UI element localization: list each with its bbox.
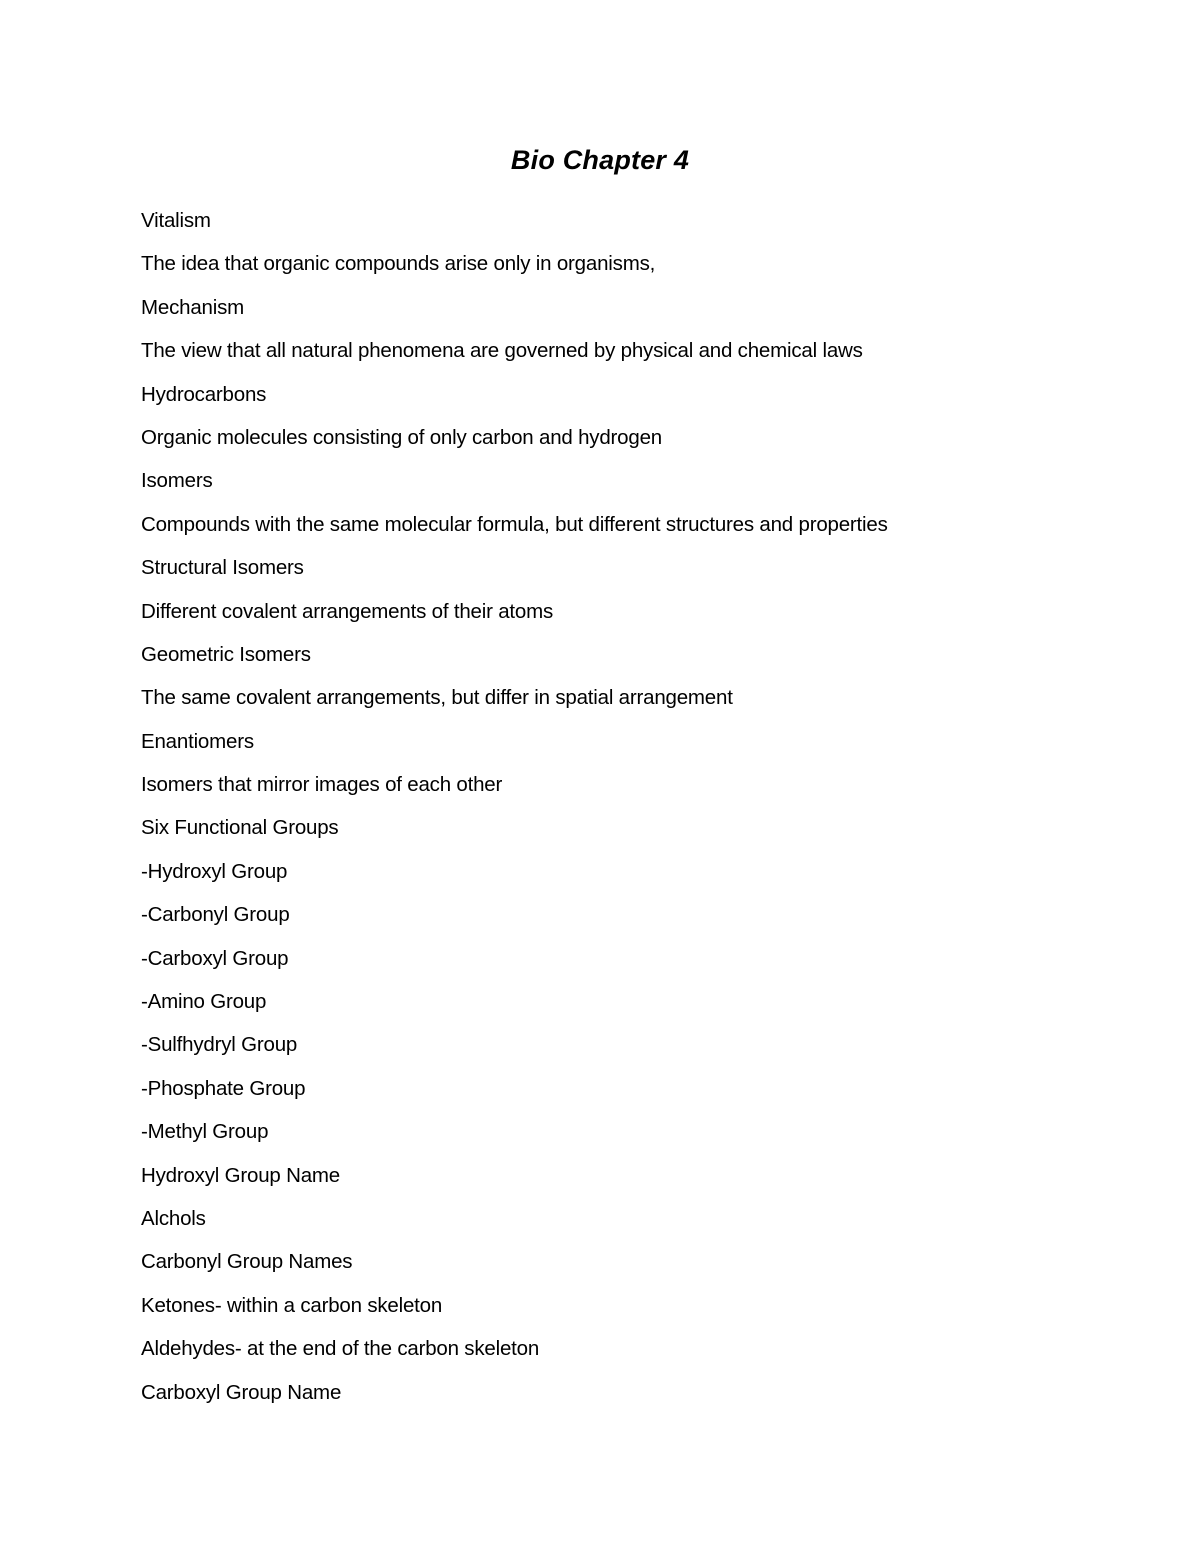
text-line: Geometric Isomers xyxy=(141,642,311,666)
text-line: -Methyl Group xyxy=(141,1120,269,1144)
text-line: Hydroxyl Group Name xyxy=(141,1163,340,1187)
text-line: Enantiomers xyxy=(141,729,254,753)
text-line: -Carboxyl Group xyxy=(141,946,289,970)
text-line: Mechanism xyxy=(141,295,245,319)
text-line: Hydrocarbons xyxy=(141,382,267,406)
text-line: Aldehydes- at the end of the carbon skeleton xyxy=(141,1337,540,1361)
text-line: The same covalent arrangements, but differ in spatial arrangement xyxy=(141,686,733,710)
text-line: Carbonyl Group Names xyxy=(141,1250,353,1274)
text-line: -Phosphate Group xyxy=(141,1076,306,1100)
text-line: Vitalism xyxy=(141,209,211,232)
text-line: Six Functional Groups xyxy=(141,816,339,840)
text-line: Structural Isomers xyxy=(141,556,304,580)
text-line: The view that all natural phenomena are governed by physical and chemical laws xyxy=(141,339,863,363)
text-line: Organic molecules consisting of only carbon and hydrogen xyxy=(141,425,662,449)
text-line: Different covalent arrangements of their atoms xyxy=(141,599,554,623)
text-line: -Sulfhydryl Group xyxy=(141,1033,298,1057)
document-body xyxy=(141,206,1101,1421)
text-line: The idea that organic compounds arise only in organisms, xyxy=(141,252,656,276)
text-line: Isomers xyxy=(141,469,213,493)
document-title: Bio Chapter 4 xyxy=(510,145,690,175)
text-line: -Carbonyl Group xyxy=(141,903,290,927)
text-line: Carboxyl Group Name xyxy=(141,1380,342,1404)
text-line: Isomers that mirror images of each other xyxy=(141,773,503,797)
text-line: -Hydroxyl Group xyxy=(141,859,288,883)
text-line: Compounds with the same molecular formula, but different structures and properties xyxy=(141,512,888,536)
text-line: Alchols xyxy=(141,1206,206,1230)
text-line: -Amino Group xyxy=(141,990,267,1014)
text-line: Ketones- within a carbon skeleton xyxy=(141,1293,443,1317)
